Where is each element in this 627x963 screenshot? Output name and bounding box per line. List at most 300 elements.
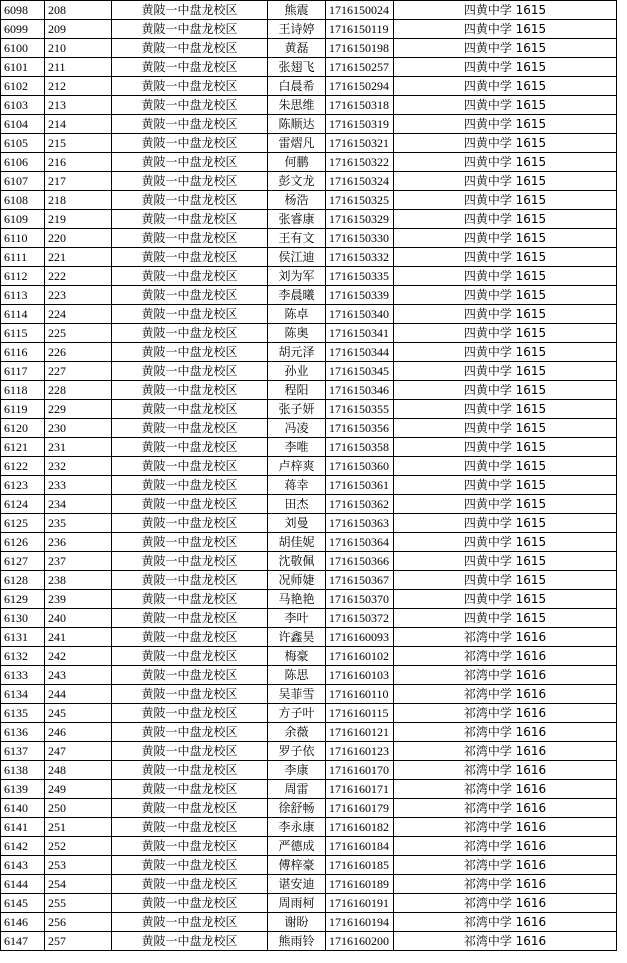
row-number-cell: 6104 (1, 115, 45, 134)
table-row (1, 571, 617, 590)
student-name-cell: 卢梓爽 (268, 457, 326, 476)
table-row (1, 704, 617, 723)
student-name-cell: 雷熠凡 (268, 134, 326, 153)
index-cell: 233 (45, 476, 112, 495)
class-cell: 祁湾中学 1616 (394, 913, 617, 932)
school-cell: 黄陂一中盘龙校区 (112, 457, 268, 476)
table-row (1, 590, 617, 609)
student-id-cell: 1716160121 (326, 723, 394, 742)
student-name-cell: 朱思维 (268, 96, 326, 115)
row-number-cell: 6114 (1, 305, 45, 324)
school-cell: 黄陂一中盘龙校区 (112, 58, 268, 77)
school-cell: 黄陂一中盘龙校区 (112, 438, 268, 457)
table-row (1, 305, 617, 324)
school-cell: 黄陂一中盘龙校区 (112, 115, 268, 134)
student-id-cell: 1716150257 (326, 58, 394, 77)
class-cell: 四黄中学 1615 (394, 533, 617, 552)
row-number-cell: 6143 (1, 856, 45, 875)
school-cell: 黄陂一中盘龙校区 (112, 799, 268, 818)
index-cell: 211 (45, 58, 112, 77)
index-cell: 256 (45, 913, 112, 932)
student-id-cell: 1716150346 (326, 381, 394, 400)
index-cell: 240 (45, 609, 112, 628)
student-name-cell: 李康 (268, 761, 326, 780)
school-cell: 黄陂一中盘龙校区 (112, 96, 268, 115)
class-cell: 四黄中学 1615 (394, 343, 617, 362)
class-cell: 祁湾中学 1616 (394, 856, 617, 875)
row-number-cell: 6137 (1, 742, 45, 761)
row-number-cell: 6131 (1, 628, 45, 647)
student-name-cell: 张子妍 (268, 400, 326, 419)
row-number-cell: 6116 (1, 343, 45, 362)
row-number-cell: 6126 (1, 533, 45, 552)
student-id-cell: 1716160110 (326, 685, 394, 704)
table-row (1, 172, 617, 191)
student-id-cell: 1716160191 (326, 894, 394, 913)
student-id-cell: 1716150364 (326, 533, 394, 552)
school-cell: 黄陂一中盘龙校区 (112, 856, 268, 875)
student-name-cell: 李唯 (268, 438, 326, 457)
class-cell: 四黄中学 1615 (394, 115, 617, 134)
class-cell: 祁湾中学 1616 (394, 685, 617, 704)
school-cell: 黄陂一中盘龙校区 (112, 324, 268, 343)
class-cell: 四黄中学 1615 (394, 362, 617, 381)
student-name-cell: 李叶 (268, 609, 326, 628)
table-row (1, 115, 617, 134)
student-id-cell: 1716150325 (326, 191, 394, 210)
index-cell: 250 (45, 799, 112, 818)
school-cell: 黄陂一中盘龙校区 (112, 20, 268, 39)
row-number-cell: 6123 (1, 476, 45, 495)
class-cell: 四黄中学 1615 (394, 248, 617, 267)
student-id-cell: 1716150119 (326, 20, 394, 39)
student-name-cell: 张翅飞 (268, 58, 326, 77)
table-row (1, 495, 617, 514)
student-name-cell: 李晨曦 (268, 286, 326, 305)
school-cell: 黄陂一中盘龙校区 (112, 875, 268, 894)
student-id-cell: 1716150332 (326, 248, 394, 267)
table-row (1, 932, 617, 951)
index-cell: 236 (45, 533, 112, 552)
school-cell: 黄陂一中盘龙校区 (112, 780, 268, 799)
row-number-cell: 6139 (1, 780, 45, 799)
student-id-cell: 1716160189 (326, 875, 394, 894)
index-cell: 252 (45, 837, 112, 856)
student-id-cell: 1716160185 (326, 856, 394, 875)
table-row (1, 58, 617, 77)
school-cell: 黄陂一中盘龙校区 (112, 761, 268, 780)
row-number-cell: 6134 (1, 685, 45, 704)
index-cell: 218 (45, 191, 112, 210)
student-name-cell: 何鹏 (268, 153, 326, 172)
index-cell: 257 (45, 932, 112, 951)
row-number-cell: 6118 (1, 381, 45, 400)
table-row (1, 457, 617, 476)
index-cell: 244 (45, 685, 112, 704)
school-cell: 黄陂一中盘龙校区 (112, 229, 268, 248)
school-cell: 黄陂一中盘龙校区 (112, 39, 268, 58)
school-cell: 黄陂一中盘龙校区 (112, 476, 268, 495)
index-cell: 243 (45, 666, 112, 685)
table-row (1, 39, 617, 58)
table-row (1, 343, 617, 362)
student-name-cell: 陈卓 (268, 305, 326, 324)
class-cell: 四黄中学 1615 (394, 77, 617, 96)
student-name-cell: 胡佳妮 (268, 533, 326, 552)
school-cell: 黄陂一中盘龙校区 (112, 913, 268, 932)
school-cell: 黄陂一中盘龙校区 (112, 742, 268, 761)
table-row (1, 229, 617, 248)
student-id-cell: 1716160093 (326, 628, 394, 647)
student-id-cell: 1716150344 (326, 343, 394, 362)
school-cell: 黄陂一中盘龙校区 (112, 552, 268, 571)
class-cell: 祁湾中学 1616 (394, 894, 617, 913)
index-cell: 215 (45, 134, 112, 153)
row-number-cell: 6103 (1, 96, 45, 115)
class-cell: 祁湾中学 1616 (394, 742, 617, 761)
school-cell: 黄陂一中盘龙校区 (112, 286, 268, 305)
student-id-cell: 1716160179 (326, 799, 394, 818)
student-name-cell: 严德成 (268, 837, 326, 856)
table-row (1, 1, 617, 20)
school-cell: 黄陂一中盘龙校区 (112, 362, 268, 381)
student-name-cell: 王诗婷 (268, 20, 326, 39)
student-id-cell: 1716150024 (326, 1, 394, 20)
school-cell: 黄陂一中盘龙校区 (112, 77, 268, 96)
index-cell: 231 (45, 438, 112, 457)
index-cell: 232 (45, 457, 112, 476)
student-id-cell: 1716150366 (326, 552, 394, 571)
student-name-cell: 罗子依 (268, 742, 326, 761)
class-cell: 四黄中学 1615 (394, 457, 617, 476)
class-cell: 四黄中学 1615 (394, 229, 617, 248)
index-cell: 253 (45, 856, 112, 875)
row-number-cell: 6119 (1, 400, 45, 419)
index-cell: 230 (45, 419, 112, 438)
student-name-cell: 张睿康 (268, 210, 326, 229)
student-id-cell: 1716150363 (326, 514, 394, 533)
school-cell: 黄陂一中盘龙校区 (112, 818, 268, 837)
row-number-cell: 6122 (1, 457, 45, 476)
index-cell: 235 (45, 514, 112, 533)
student-name-cell: 徐舒畅 (268, 799, 326, 818)
class-cell: 四黄中学 1615 (394, 305, 617, 324)
table-row (1, 875, 617, 894)
table-row (1, 780, 617, 799)
table-row (1, 514, 617, 533)
class-cell: 祁湾中学 1616 (394, 932, 617, 951)
table-row (1, 913, 617, 932)
row-number-cell: 6144 (1, 875, 45, 894)
index-cell: 248 (45, 761, 112, 780)
class-cell: 四黄中学 1615 (394, 609, 617, 628)
row-number-cell: 6098 (1, 1, 45, 20)
row-number-cell: 6099 (1, 20, 45, 39)
index-cell: 241 (45, 628, 112, 647)
class-cell: 四黄中学 1615 (394, 267, 617, 286)
student-id-cell: 1716150319 (326, 115, 394, 134)
table-row (1, 20, 617, 39)
index-cell: 223 (45, 286, 112, 305)
student-id-cell: 1716150198 (326, 39, 394, 58)
table-body (1, 1, 617, 951)
student-name-cell: 方子叶 (268, 704, 326, 723)
row-number-cell: 6115 (1, 324, 45, 343)
index-cell: 222 (45, 267, 112, 286)
index-cell: 214 (45, 115, 112, 134)
class-cell: 四黄中学 1615 (394, 286, 617, 305)
class-cell: 四黄中学 1615 (394, 590, 617, 609)
table-row (1, 476, 617, 495)
row-number-cell: 6140 (1, 799, 45, 818)
table-row (1, 400, 617, 419)
school-cell: 黄陂一中盘龙校区 (112, 628, 268, 647)
student-name-cell: 蒋幸 (268, 476, 326, 495)
school-cell: 黄陂一中盘龙校区 (112, 191, 268, 210)
index-cell: 213 (45, 96, 112, 115)
student-id-cell: 1716150362 (326, 495, 394, 514)
class-cell: 祁湾中学 1616 (394, 704, 617, 723)
row-number-cell: 6120 (1, 419, 45, 438)
class-cell: 四黄中学 1615 (394, 324, 617, 343)
school-cell: 黄陂一中盘龙校区 (112, 647, 268, 666)
student-name-cell: 况师婕 (268, 571, 326, 590)
student-id-cell: 1716150294 (326, 77, 394, 96)
table-row (1, 761, 617, 780)
row-number-cell: 6107 (1, 172, 45, 191)
school-cell: 黄陂一中盘龙校区 (112, 153, 268, 172)
table-row (1, 799, 617, 818)
table-row (1, 533, 617, 552)
student-id-cell: 1716160200 (326, 932, 394, 951)
index-cell: 226 (45, 343, 112, 362)
class-cell: 四黄中学 1615 (394, 153, 617, 172)
index-cell: 255 (45, 894, 112, 913)
row-number-cell: 6124 (1, 495, 45, 514)
student-id-cell: 1716150358 (326, 438, 394, 457)
student-name-cell: 杨浩 (268, 191, 326, 210)
student-id-cell: 1716150355 (326, 400, 394, 419)
student-id-cell: 1716150339 (326, 286, 394, 305)
student-id-cell: 1716160171 (326, 780, 394, 799)
student-name-cell: 冯凌 (268, 419, 326, 438)
class-cell: 祁湾中学 1616 (394, 647, 617, 666)
table-row (1, 647, 617, 666)
table-row (1, 666, 617, 685)
class-cell: 四黄中学 1615 (394, 1, 617, 20)
class-cell: 祁湾中学 1616 (394, 799, 617, 818)
row-number-cell: 6135 (1, 704, 45, 723)
class-cell: 祁湾中学 1616 (394, 837, 617, 856)
school-cell: 黄陂一中盘龙校区 (112, 248, 268, 267)
student-id-cell: 1716150322 (326, 153, 394, 172)
index-cell: 208 (45, 1, 112, 20)
index-cell: 217 (45, 172, 112, 191)
student-id-cell: 1716160170 (326, 761, 394, 780)
student-id-cell: 1716150324 (326, 172, 394, 191)
index-cell: 239 (45, 590, 112, 609)
student-name-cell: 田杰 (268, 495, 326, 514)
table-row (1, 248, 617, 267)
table-row (1, 609, 617, 628)
school-cell: 黄陂一中盘龙校区 (112, 1, 268, 20)
class-cell: 祁湾中学 1616 (394, 780, 617, 799)
class-cell: 四黄中学 1615 (394, 476, 617, 495)
school-cell: 黄陂一中盘龙校区 (112, 381, 268, 400)
school-cell: 黄陂一中盘龙校区 (112, 704, 268, 723)
table-row (1, 419, 617, 438)
row-number-cell: 6142 (1, 837, 45, 856)
student-name-cell: 谢盼 (268, 913, 326, 932)
row-number-cell: 6138 (1, 761, 45, 780)
student-id-cell: 1716150361 (326, 476, 394, 495)
student-name-cell: 王有文 (268, 229, 326, 248)
school-cell: 黄陂一中盘龙校区 (112, 723, 268, 742)
row-number-cell: 6101 (1, 58, 45, 77)
student-name-cell: 许鑫昊 (268, 628, 326, 647)
student-id-cell: 1716160102 (326, 647, 394, 666)
school-cell: 黄陂一中盘龙校区 (112, 571, 268, 590)
index-cell: 245 (45, 704, 112, 723)
index-cell: 238 (45, 571, 112, 590)
row-number-cell: 6113 (1, 286, 45, 305)
table-row (1, 267, 617, 286)
table-row (1, 685, 617, 704)
table-row (1, 362, 617, 381)
school-cell: 黄陂一中盘龙校区 (112, 894, 268, 913)
student-id-cell: 1716160103 (326, 666, 394, 685)
student-id-cell: 1716160184 (326, 837, 394, 856)
student-name-cell: 陈奥 (268, 324, 326, 343)
index-cell: 224 (45, 305, 112, 324)
index-cell: 216 (45, 153, 112, 172)
student-id-cell: 1716160123 (326, 742, 394, 761)
row-number-cell: 6133 (1, 666, 45, 685)
student-name-cell: 梅豪 (268, 647, 326, 666)
class-cell: 四黄中学 1615 (394, 191, 617, 210)
row-number-cell: 6141 (1, 818, 45, 837)
row-number-cell: 6147 (1, 932, 45, 951)
student-name-cell: 孙业 (268, 362, 326, 381)
row-number-cell: 6145 (1, 894, 45, 913)
school-cell: 黄陂一中盘龙校区 (112, 400, 268, 419)
student-name-cell: 谌安迪 (268, 875, 326, 894)
table-row (1, 96, 617, 115)
class-cell: 四黄中学 1615 (394, 39, 617, 58)
student-id-cell: 1716160182 (326, 818, 394, 837)
class-cell: 四黄中学 1615 (394, 20, 617, 39)
table-row (1, 381, 617, 400)
school-cell: 黄陂一中盘龙校区 (112, 343, 268, 362)
school-cell: 黄陂一中盘龙校区 (112, 172, 268, 191)
student-name-cell: 李永康 (268, 818, 326, 837)
student-id-cell: 1716150372 (326, 609, 394, 628)
student-id-cell: 1716150330 (326, 229, 394, 248)
student-name-cell: 陈顺达 (268, 115, 326, 134)
row-number-cell: 6130 (1, 609, 45, 628)
row-number-cell: 6112 (1, 267, 45, 286)
index-cell: 249 (45, 780, 112, 799)
class-cell: 四黄中学 1615 (394, 495, 617, 514)
table-row (1, 837, 617, 856)
student-name-cell: 周雷 (268, 780, 326, 799)
student-name-cell: 白晨希 (268, 77, 326, 96)
student-name-cell: 沈敬佩 (268, 552, 326, 571)
class-cell: 祁湾中学 1616 (394, 628, 617, 647)
student-id-cell: 1716150341 (326, 324, 394, 343)
class-cell: 祁湾中学 1616 (394, 666, 617, 685)
table-row (1, 324, 617, 343)
table-row (1, 438, 617, 457)
row-number-cell: 6136 (1, 723, 45, 742)
school-cell: 黄陂一中盘龙校区 (112, 666, 268, 685)
school-cell: 黄陂一中盘龙校区 (112, 134, 268, 153)
row-number-cell: 6128 (1, 571, 45, 590)
index-cell: 242 (45, 647, 112, 666)
index-cell: 209 (45, 20, 112, 39)
school-cell: 黄陂一中盘龙校区 (112, 495, 268, 514)
index-cell: 246 (45, 723, 112, 742)
student-id-cell: 1716150345 (326, 362, 394, 381)
class-cell: 祁湾中学 1616 (394, 761, 617, 780)
class-cell: 四黄中学 1615 (394, 571, 617, 590)
student-id-cell: 1716150318 (326, 96, 394, 115)
table-row (1, 856, 617, 875)
student-name-cell: 熊震 (268, 1, 326, 20)
class-cell: 四黄中学 1615 (394, 400, 617, 419)
class-cell: 四黄中学 1615 (394, 58, 617, 77)
student-name-cell: 刘曼 (268, 514, 326, 533)
school-cell: 黄陂一中盘龙校区 (112, 837, 268, 856)
table-row (1, 894, 617, 913)
student-id-cell: 1716160115 (326, 704, 394, 723)
index-cell: 212 (45, 77, 112, 96)
student-name-cell: 程阳 (268, 381, 326, 400)
class-cell: 四黄中学 1615 (394, 552, 617, 571)
student-id-cell: 1716150340 (326, 305, 394, 324)
index-cell: 210 (45, 39, 112, 58)
student-name-cell: 傅梓豪 (268, 856, 326, 875)
row-number-cell: 6111 (1, 248, 45, 267)
school-cell: 黄陂一中盘龙校区 (112, 932, 268, 951)
student-name-cell: 刘为军 (268, 267, 326, 286)
school-cell: 黄陂一中盘龙校区 (112, 590, 268, 609)
index-cell: 254 (45, 875, 112, 894)
index-cell: 220 (45, 229, 112, 248)
index-cell: 225 (45, 324, 112, 343)
school-cell: 黄陂一中盘龙校区 (112, 609, 268, 628)
student-name-cell: 熊雨铃 (268, 932, 326, 951)
student-name-cell: 黄磊 (268, 39, 326, 58)
index-cell: 247 (45, 742, 112, 761)
row-number-cell: 6109 (1, 210, 45, 229)
row-number-cell: 6117 (1, 362, 45, 381)
row-number-cell: 6106 (1, 153, 45, 172)
table-row (1, 742, 617, 761)
row-number-cell: 6127 (1, 552, 45, 571)
student-name-cell: 吴菲雪 (268, 685, 326, 704)
school-cell: 黄陂一中盘龙校区 (112, 419, 268, 438)
class-cell: 四黄中学 1615 (394, 172, 617, 191)
row-number-cell: 6100 (1, 39, 45, 58)
index-cell: 234 (45, 495, 112, 514)
index-cell: 229 (45, 400, 112, 419)
table-row (1, 723, 617, 742)
school-cell: 黄陂一中盘龙校区 (112, 533, 268, 552)
row-number-cell: 6102 (1, 77, 45, 96)
school-cell: 黄陂一中盘龙校区 (112, 514, 268, 533)
student-name-cell: 侯江迪 (268, 248, 326, 267)
